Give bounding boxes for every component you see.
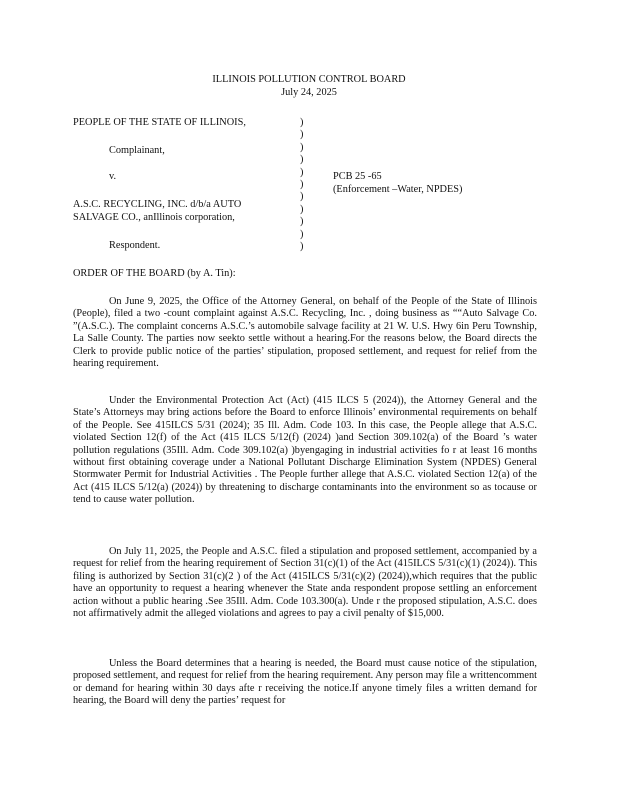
caption-paren: ) [300,178,304,190]
board-name-heading: ILLINOIS POLLUTION CONTROL BOARD [212,74,406,85]
caption-plaintiff: PEOPLE OF THE STATE OF ILLINOIS, [73,117,246,128]
caption-complainant: Complainant, [109,145,165,156]
caption-paren: ) [300,166,304,178]
caption-paren: ) [300,154,304,166]
body-paragraph: On June 9, 2025, the Office of the Attorney General, on behalf of the People of the State of Illinois (People), filed a two -count complaint against A.S.C. Recycling, Inc. , doing business as ““Auto Salvage Co. ”(A.S.C.). The complaint concerns A.S.C.’s automobile salvage facility at 21 W. U.S. Hwy 6in Peru Township, La Salle County. The parties now seekto settle without a hearing.For the reasons below, the Board directs the Clerk to provide public notice of the parties’ stipulation, proposed settlement, and request for relief from the hearing requirement. [73,296,537,370]
case-type: (Enforcement –Water, NPDES) [333,184,463,195]
caption-respondent-name-line2: SALVAGE CO., anIllinois corporation, [73,212,235,223]
caption-paren: ) [300,117,304,128]
caption-paren: ) [300,141,304,153]
caption-paren-column [300,117,308,253]
body-paragraph: On July 11, 2025, the People and A.S.C. filed a stipulation and proposed settlement, accompanied by a request for relief from the hearing requirement of Section 31(c)(1) of the Act (415ILCS 5/31(c)(1) (2024)). This filing is authorized by Section 31(c)(2 ) of the Act (415ILCS 5/31(c)(2) (2024)),which requires that the public have an opportunity to request a hearing whenever the State anda respondent propose settling an enforcement action without a public hearing .See 35Ill. Adm. Code 103.300(a). Unde r the proposed stipulation, A.S.C. does not affirmatively admit the alleged violations and agrees to pay a civil penalty of $15,000. [73,546,537,620]
caption-paren: ) [300,129,304,141]
caption-paren: ) [300,216,304,228]
caption-paren: ) [300,203,304,215]
caption-respondent-name-line1: A.S.C. RECYCLING, INC. d/b/a AUTO [73,199,242,210]
body-paragraph: Under the Environmental Protection Act (Act) (415 ILCS 5 (2024)), the Attorney General and the State’s Attorneys may bring actions before the Board to enforce Illinois’ environmental requirements on behalf of the People. See 415ILCS 5/31 (2024); 35 Ill. Adm. Code 103. In this case, the People allege that A.S.C. violated Section 12(f) of the Act (415 ILCS 5/12(f) (2024) )and Section 309.102(a) of the Board ’s water pollution regulations (35Ill. Adm. Code 309.102(a) )byengaging in industrial activities fo r at least 16 months without first obtaining coverage under a National Pollutant Discharge Elimination System (NPDES) General Stormwater Permit for Industrial Activities . The People further allege that A.S.C. violated Section 12(a) of the Act (415 ILCS 5/12(a) (2024)) by threatening to discharge contaminants into the environment so as tocause or tend to cause water pollution. [73,395,537,506]
caption-respondent: Respondent. [109,240,161,251]
caption-paren: ) [300,191,304,203]
order-date: July 24, 2025 [281,87,337,98]
body-paragraph: Unless the Board determines that a hearing is needed, the Board must cause notice of the stipulation, proposed settlement, and request for relief from the hearing requirement. Any person may file a writtencomment or demand for hearing within 30 days afte r receiving the notice.If anyone timely files a written demand for hearing, the Board will deny the parties’ request for [73,658,537,707]
caption-versus: v. [109,171,117,182]
case-number: PCB 25 -65 [333,171,382,182]
caption-paren: ) [300,240,304,252]
caption-paren: ) [300,228,304,240]
order-heading: ORDER OF THE BOARD (by A. Tin): [73,268,236,279]
